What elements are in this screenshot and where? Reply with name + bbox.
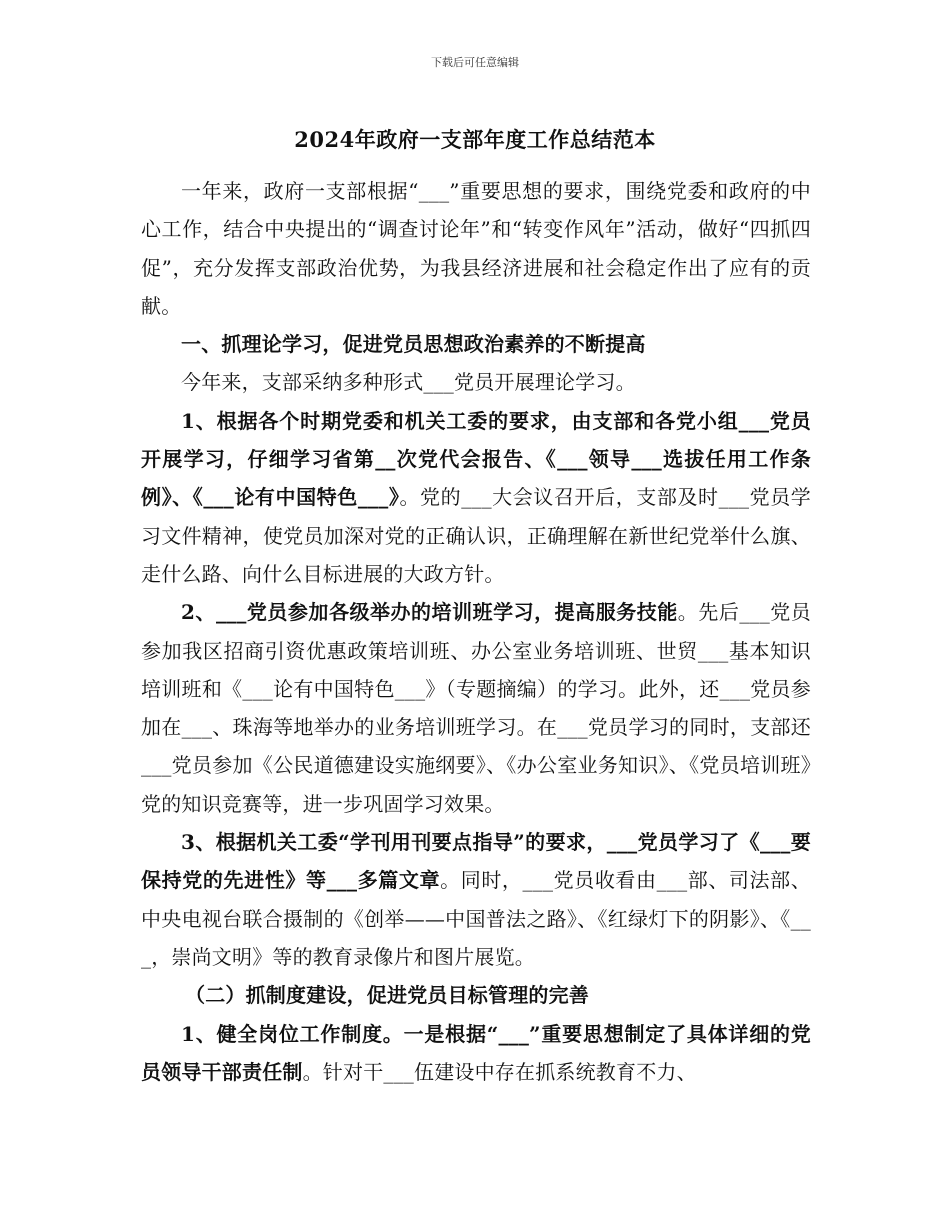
header-note: 下载后可任意编辑 <box>431 56 519 69</box>
section-heading-1: 一、抓理论学习，促进党员思想政治素养的不断提高 <box>181 332 646 357</box>
item-2-paragraph: 2、___党员参加各级举办的培训班学习，提高服务技能。先后___党员参加我区招商引资优惠政策培训班、办公室业务培训班、世贸___基本知识培训班和《___论有中国特色___》（专题摘编）的学习。此外，还___党员参加在___、珠海等地举办的业务培训班学习。在___党员学习的同时，支部还___党员参加《公民道德建设实施纲要》、《办公室业务知识》、《党员培训班》党的知识竞赛等，进一步巩固学习效果。 <box>141 600 811 816</box>
section-1-intro: 今年来，支部采纳多种形式___党员开展理论学习。 <box>181 370 636 395</box>
item-2-1-paragraph: 1、健全岗位工作制度。一是根据“___”重要思想制定了具体详细的党员领导干部责任制。针对干___伍建设中存在抓系统教育不力、 <box>141 1021 811 1084</box>
item-1-paragraph: 1、根据各个时期党委和机关工委的要求，由支部和各党小组___党员开展学习，仔细学习省第__次党代会报告、《___领导___选拔任用工作条例》、《___论有中国特色___》。党的___大会议召开后，支部及时___党员学习文件精神，使党员加深对党的正确认识，正确理解在新世纪党举什么旗、走什么路、向什么目标进展的大政方针。 <box>141 408 811 586</box>
section-heading-2: （二）抓制度建设，促进党员目标管理的完善 <box>185 983 589 1008</box>
document-title: 2024年政府一支部年度工作总结范本 <box>294 127 656 152</box>
item-3-paragraph: 3、根据机关工委“学刊用刊要点指导”的要求，___党员学习了《___要保持党的先进性》等___多篇文章。同时，___党员收看由___部、司法部、中央电视台联合摄制的《创举——中国普法之路》、《红绿灯下的阴影》、《___，崇尚文明》等的教育录像片和图片展览。 <box>141 830 811 969</box>
document-body <box>141 172 811 1091</box>
intro-paragraph: 一年来，政府一支部根据“___”重要思想的要求，围绕党委和政府的中心工作，结合中央提出的“调查讨论年”和“转变作风年”活动，做好“四抓四促”，充分发挥支部政治优势，为我县经济进展和社会稳定作出了应有的贡献。 <box>141 179 811 318</box>
